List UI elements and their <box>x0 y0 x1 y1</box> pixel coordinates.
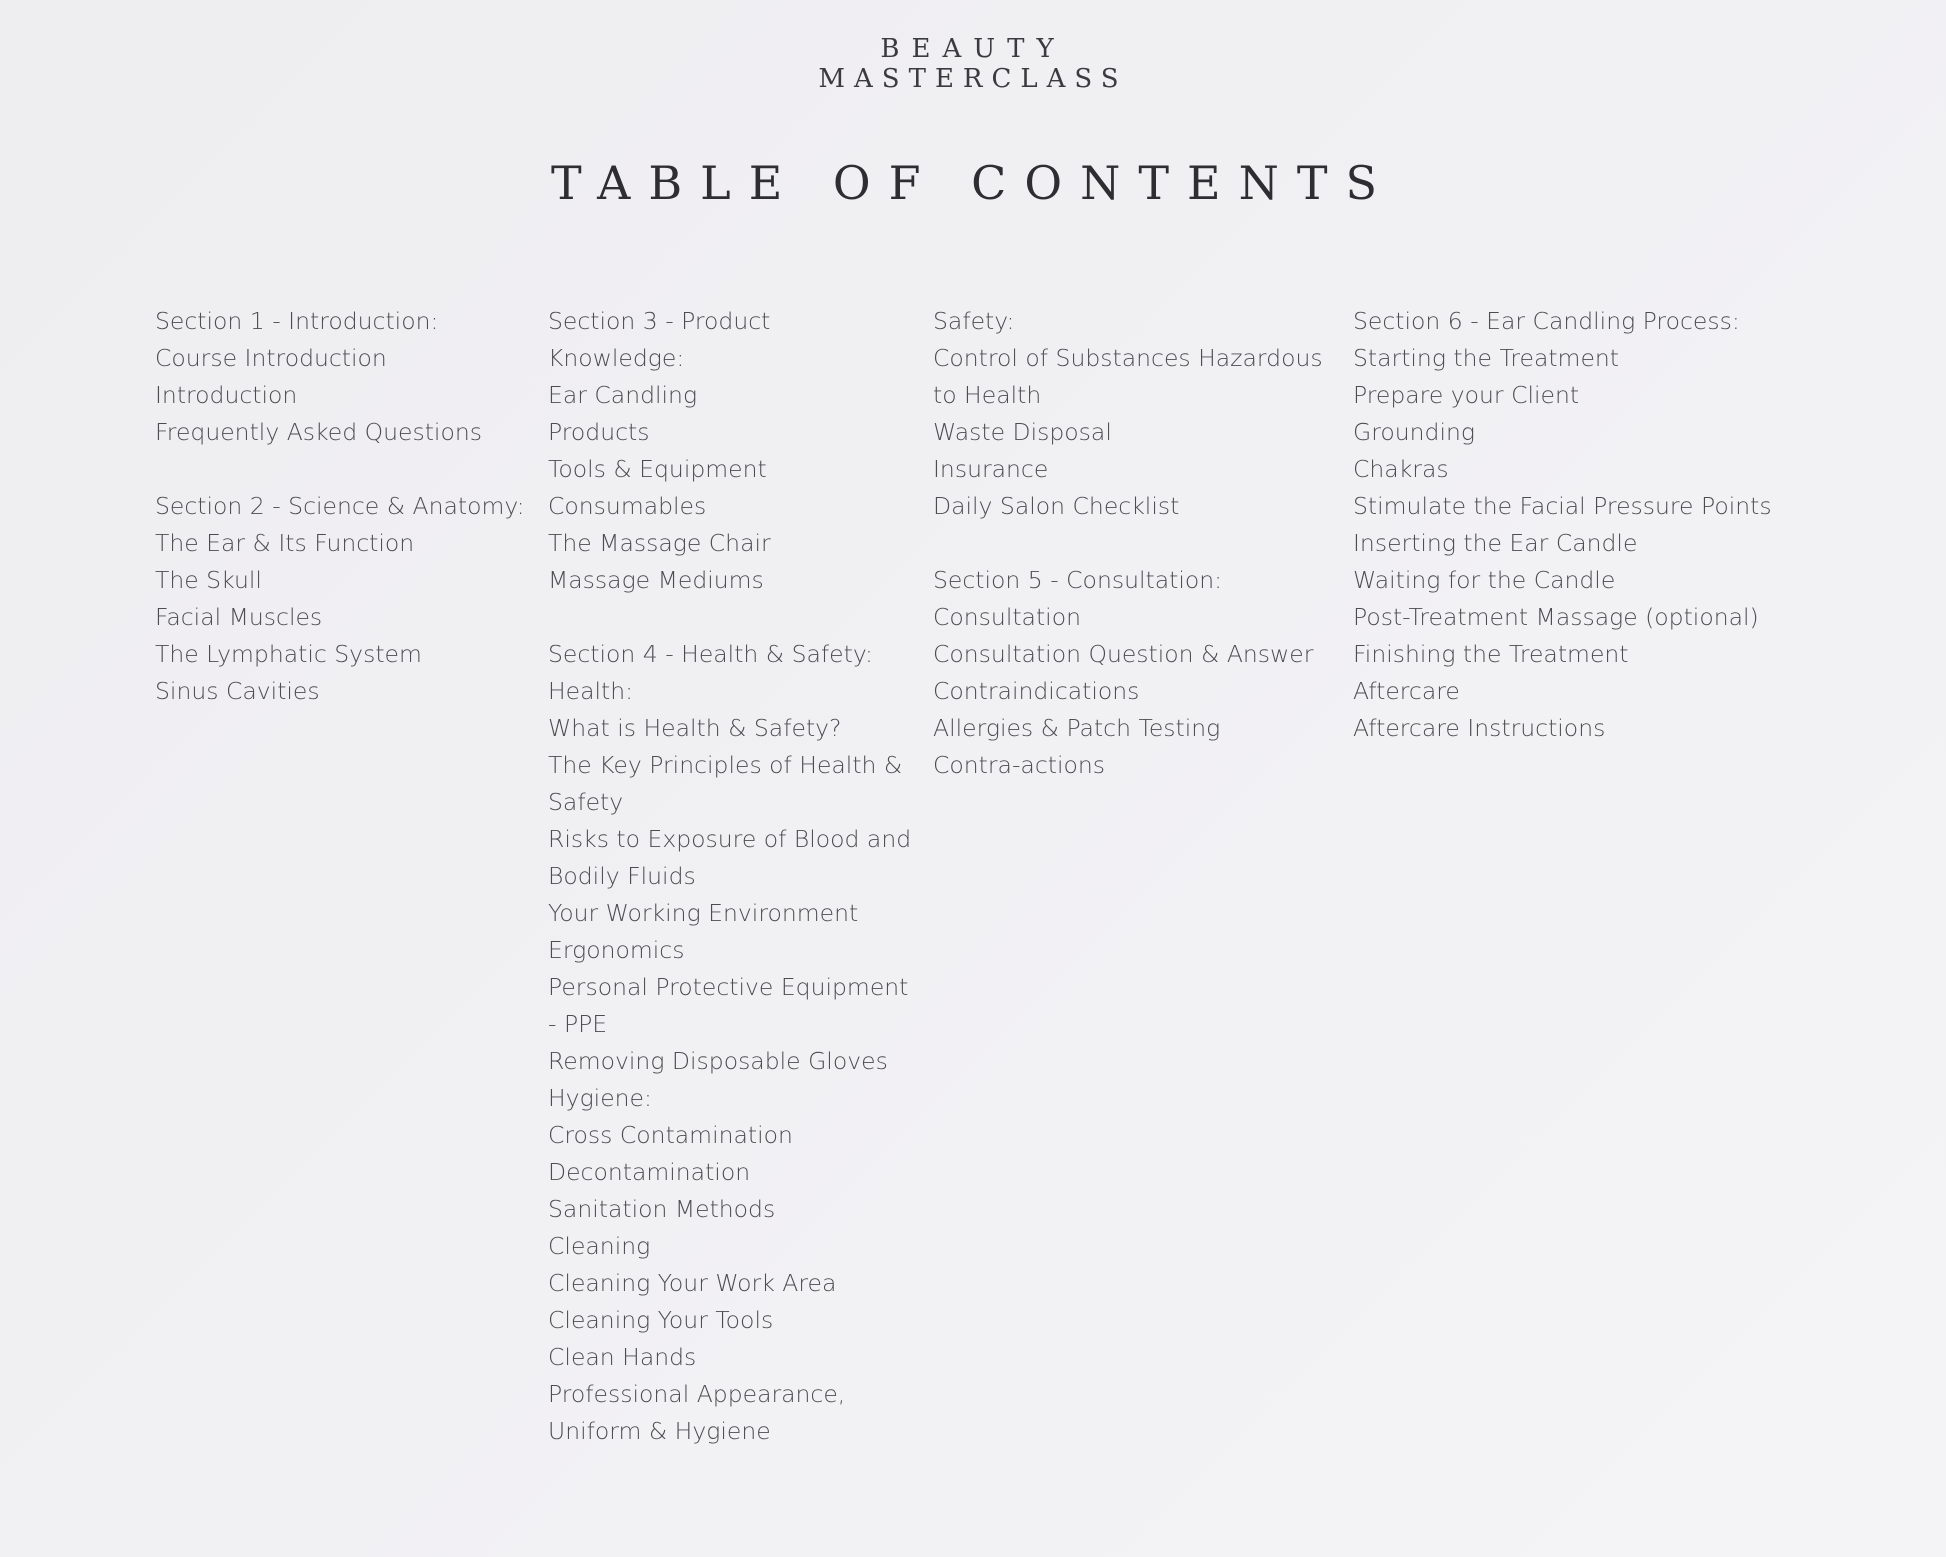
toc-entry: The Key Principles of Health & Safety <box>548 751 903 816</box>
toc-entry: What is Health & Safety? <box>548 714 842 742</box>
toc-entry: Massage Mediums <box>548 566 764 594</box>
toc-entry: Personal Protective Equipment - PPE <box>548 973 909 1038</box>
toc-entry: Aftercare <box>1353 677 1460 705</box>
toc-entry: Professional Appearance, Uniform & Hygiene <box>548 1380 846 1445</box>
toc-entry: Cross Contamination <box>548 1121 793 1149</box>
page-title: TABLE OF CONTENTS <box>550 156 1396 210</box>
toc-entry: Daily Salon Checklist <box>933 492 1180 520</box>
section-spacer <box>933 525 1328 562</box>
toc-entry: Cleaning <box>548 1232 651 1260</box>
section-spacer <box>548 599 913 636</box>
toc-column-1 <box>155 303 525 710</box>
toc-entry: The Lymphatic System <box>155 640 422 668</box>
toc-entry: Waste Disposal <box>933 418 1112 446</box>
section-spacer <box>155 451 525 488</box>
toc-entry: Products <box>548 418 650 446</box>
toc-entry: Your Working Environment <box>548 899 859 927</box>
toc-entry: Consultation Question & Answer <box>933 640 1314 668</box>
toc-column-4 <box>1353 303 1773 747</box>
toc-section-heading: Section 4 - Health & Safety: <box>548 640 873 668</box>
toc-entry: The Ear & Its Function <box>155 529 415 557</box>
brand-line-2: MASTERCLASS <box>818 64 1128 94</box>
toc-section-heading: Section 1 - Introduction: <box>155 307 439 335</box>
toc-section-heading: Hygiene: <box>548 1084 652 1112</box>
toc-entry: Stimulate the Facial Pressure Points <box>1353 492 1772 520</box>
toc-column-2 <box>548 303 913 1450</box>
toc-section-heading: Section 3 - Product Knowledge: <box>548 307 771 372</box>
toc-entry: Cleaning Your Tools <box>548 1306 774 1334</box>
toc-entry: Ear Candling <box>548 381 698 409</box>
toc-entry: Control of Substances Hazardous to Health <box>933 344 1323 409</box>
toc-entry: Grounding <box>1353 418 1475 446</box>
toc-entry: Tools & Equipment <box>548 455 767 483</box>
toc-entry: The Skull <box>155 566 262 594</box>
toc-entry: Frequently Asked Questions <box>155 418 482 446</box>
toc-entry: Inserting the Ear Candle <box>1353 529 1638 557</box>
toc-entry: Aftercare Instructions <box>1353 714 1606 742</box>
toc-entry: Consumables <box>548 492 707 520</box>
toc-entry: Insurance <box>933 455 1049 483</box>
toc-entry: Removing Disposable Gloves <box>548 1047 888 1075</box>
toc-entry: Risks to Exposure of Blood and Bodily Fluids <box>548 825 912 890</box>
toc-entry: Decontamination <box>548 1158 751 1186</box>
toc-entry: Ergonomics <box>548 936 685 964</box>
toc-entry: Facial Muscles <box>155 603 323 631</box>
toc-entry: Prepare your Client <box>1353 381 1580 409</box>
toc-entry: Chakras <box>1353 455 1449 483</box>
toc-entry: Clean Hands <box>548 1343 697 1371</box>
toc-section-heading: Safety: <box>933 307 1015 335</box>
toc-entry: Post-Treatment Massage (optional) <box>1353 603 1759 631</box>
toc-column-3 <box>933 303 1328 784</box>
toc-entry: Introduction <box>155 381 298 409</box>
brand-logo <box>0 34 1946 94</box>
toc-entry: Cleaning Your Work Area <box>548 1269 837 1297</box>
toc-entry: Course Introduction <box>155 344 387 372</box>
toc-entry: Contraindications <box>933 677 1140 705</box>
toc-section-heading: Section 2 - Science & Anatomy: <box>155 492 525 520</box>
toc-entry: Sanitation Methods <box>548 1195 776 1223</box>
toc-section-heading: Section 6 - Ear Candling Process: <box>1353 307 1740 335</box>
toc-section-heading: Section 5 - Consultation: <box>933 566 1223 594</box>
toc-entry: Finishing the Treatment <box>1353 640 1629 668</box>
toc-entry: Allergies & Patch Testing <box>933 714 1221 742</box>
toc-entry: Sinus Cavities <box>155 677 320 705</box>
brand-line-1: BEAUTY <box>880 34 1066 64</box>
toc-entry: Consultation <box>933 603 1081 631</box>
toc-section-heading: Health: <box>548 677 634 705</box>
toc-entry: Contra-actions <box>933 751 1106 779</box>
toc-entry: The Massage Chair <box>548 529 771 557</box>
toc-entry: Starting the Treatment <box>1353 344 1620 372</box>
toc-entry: Waiting for the Candle <box>1353 566 1616 594</box>
